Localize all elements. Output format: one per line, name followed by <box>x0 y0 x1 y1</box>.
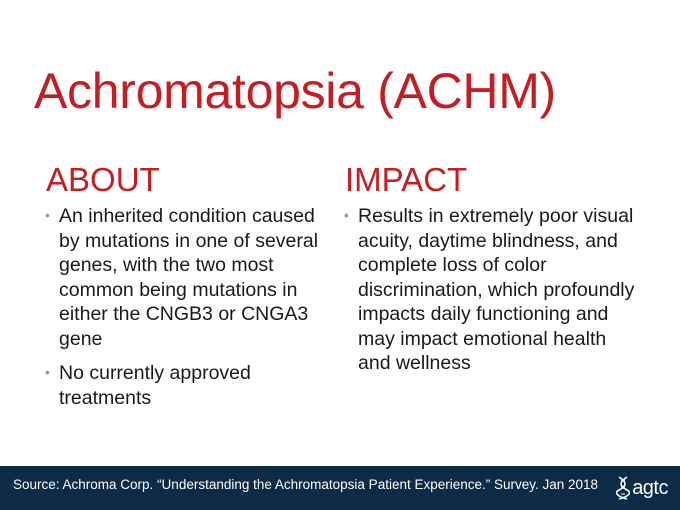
impact-bullet-text: Results in extremely poor visual acuity, daytime blindness, and complete loss of color discrimination, which profoundly impacts daily functioning and may impact emotional health and wellness <box>358 205 635 374</box>
bullet-dot-icon: • <box>45 207 50 223</box>
footer-bar <box>0 466 680 510</box>
impact-column <box>343 160 643 386</box>
about-bullet-1 <box>44 204 334 351</box>
about-heading: ABOUT <box>46 161 160 198</box>
logo-wordmark: agtc <box>632 477 668 499</box>
dna-helix-icon <box>616 476 630 500</box>
bullet-dot-icon: • <box>45 364 50 380</box>
impact-bullet-list <box>343 204 643 376</box>
source-citation: Source: Achroma Corp. “Understanding the Achromatopsia Patient Experience.” Survey. Jan 2018 <box>13 477 599 492</box>
bullet-dot-icon: • <box>344 207 349 223</box>
impact-heading: IMPACT <box>345 161 468 198</box>
about-column <box>44 160 334 420</box>
about-bullet-text: An inherited condition caused by mutations in one of several genes, with the two most common being mutations in either the CNGB3 or CNGA3 gene <box>59 205 319 350</box>
impact-bullet-1 <box>343 204 643 376</box>
about-bullet-2 <box>44 361 334 410</box>
about-bullet-text: No currently approved treatments <box>59 362 251 409</box>
about-bullet-list <box>44 204 334 410</box>
agtc-logo <box>616 475 668 501</box>
slide-title: Achromatopsia (ACHM) <box>34 63 556 119</box>
